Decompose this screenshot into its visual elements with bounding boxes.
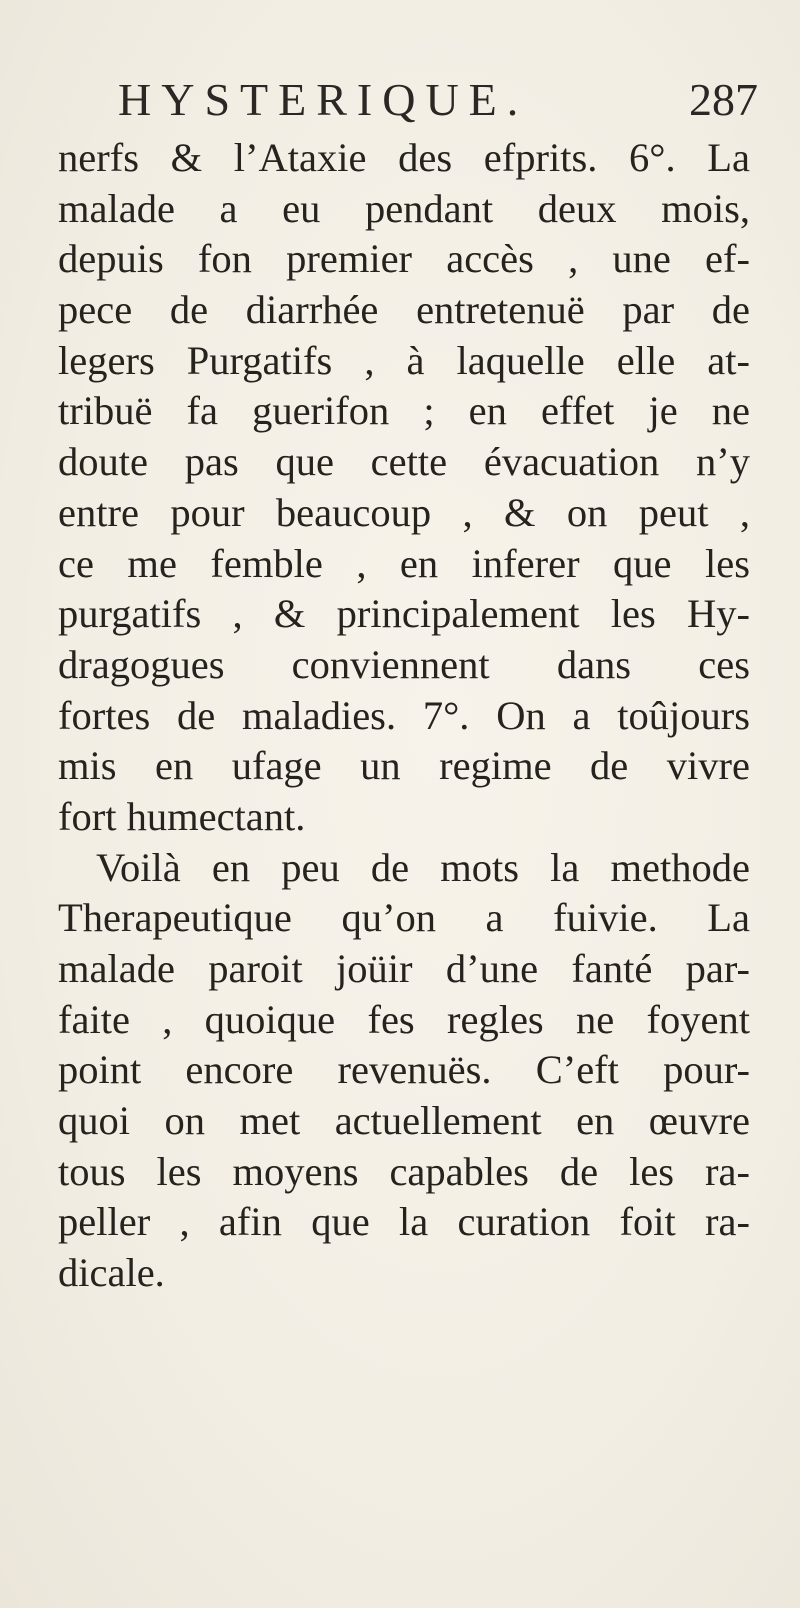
- page-number: 287: [689, 74, 758, 125]
- text-line: entre pour beaucoup , & on peut ,: [58, 489, 750, 535]
- text-line: fort humectant.: [58, 793, 306, 839]
- text-line: legers Purgatifs , à laquelle elle at-: [58, 337, 750, 383]
- text-line: tous les moyens capables de les ra-: [58, 1148, 750, 1194]
- body-text: [58, 133, 750, 1299]
- text-line: purgatifs , & principalement les Hy-: [58, 591, 750, 637]
- text-line: peller , afin que la curation foit ra-: [58, 1199, 750, 1245]
- text-line: nerfs & l’Ataxie des efprits. 6°. La: [58, 135, 750, 180]
- text-line: pece de diarrhée entretenuë par de: [58, 287, 750, 333]
- text-line: depuis fon premier accès , une ef-: [58, 236, 750, 282]
- running-head: [118, 70, 758, 130]
- text-line: mis en ufage un regime de vivre: [58, 743, 750, 789]
- text-line: faite , quoique fes regles ne foyent: [58, 996, 750, 1042]
- running-title: HYSTERIQUE.: [118, 74, 529, 125]
- text-line: ce me femble , en inferer que les: [58, 540, 750, 586]
- text-line: point encore revenuës. C’eft pour-: [58, 1047, 750, 1093]
- text-line: fortes de maladies. 7°. On a toûjours: [58, 692, 750, 738]
- text-line: malade a eu pendant deux mois,: [58, 185, 750, 231]
- text-line: Therapeutique qu’on a fuivie. La: [58, 895, 750, 941]
- text-line: quoi on met actuellement en œuvre: [58, 1098, 750, 1144]
- text-line: dicale.: [58, 1250, 165, 1296]
- text-line: dragogues conviennent dans ces: [58, 641, 750, 687]
- text-line: tribuë fa guerifon ; en effet je ne: [58, 388, 750, 434]
- text-line: malade paroit joüir d’une fanté par-: [58, 946, 750, 991]
- text-line: doute pas que cette évacuation n’y: [58, 439, 750, 485]
- text-line: Voilà en peu de mots la methode: [96, 844, 750, 890]
